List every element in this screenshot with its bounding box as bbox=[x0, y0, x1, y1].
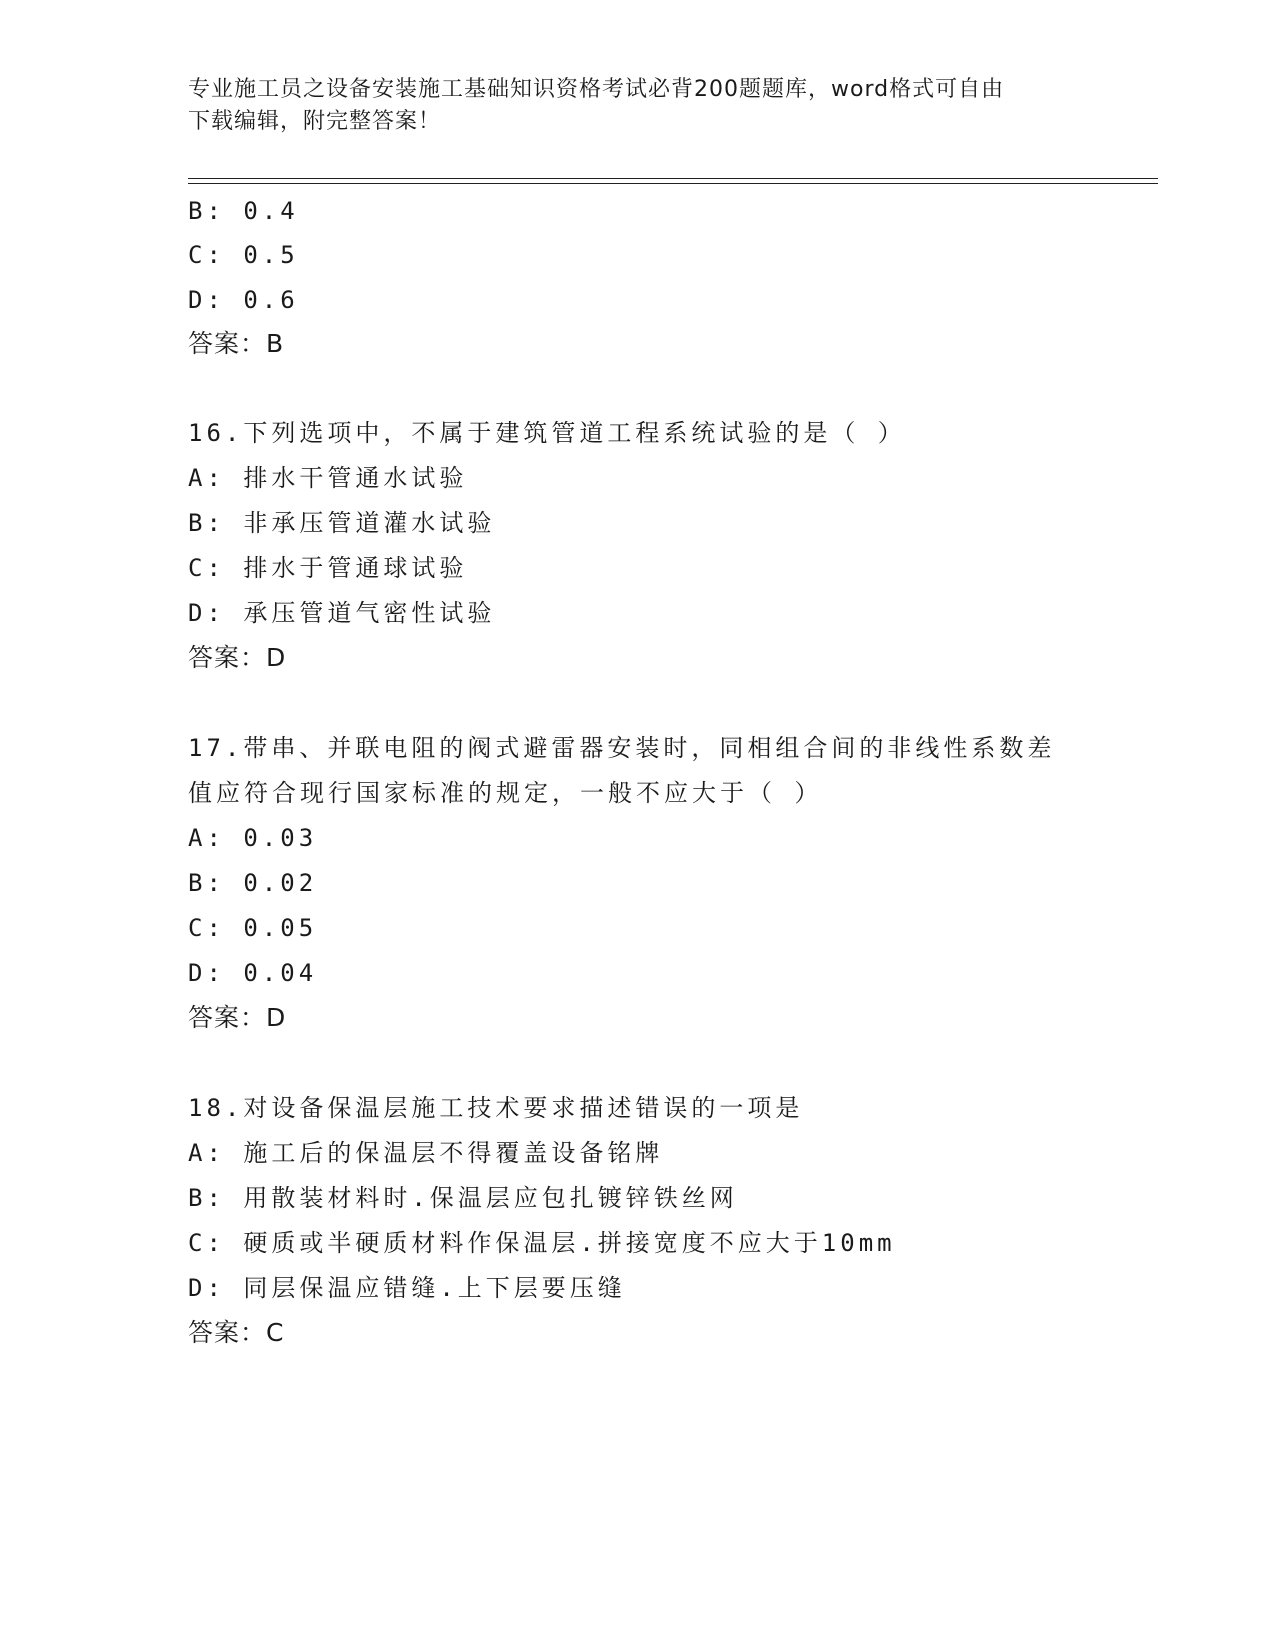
q17-option-b: B: 0.02 bbox=[188, 869, 318, 897]
q16-answer: 答案：D bbox=[188, 643, 287, 672]
q17-option-a: A: 0.03 bbox=[188, 824, 318, 852]
q16-question: 16.下列选项中，不属于建筑管道工程系统试验的是（ ） bbox=[188, 419, 906, 447]
header-divider-top bbox=[188, 178, 1158, 179]
header-divider-bottom bbox=[188, 183, 1158, 184]
q18-answer: 答案：C bbox=[188, 1318, 285, 1347]
document-header bbox=[188, 74, 1088, 138]
q18-option-b: B: 用散装材料时.保温层应包扎镀锌铁丝网 bbox=[188, 1184, 738, 1212]
q17-option-d: D: 0.04 bbox=[188, 959, 318, 987]
q17-question-line-2: 值应符合现行国家标准的规定，一般不应大于（ ） bbox=[188, 779, 823, 807]
header-title-line-2: 下载编辑，附完整答案！ bbox=[188, 109, 442, 134]
q18-question: 18.对设备保温层施工技术要求描述错误的一项是 bbox=[188, 1094, 804, 1122]
q15-option-c: C: 0.5 bbox=[188, 241, 299, 269]
q16-option-d: D: 承压管道气密性试验 bbox=[188, 599, 496, 627]
q17-answer: 答案：D bbox=[188, 1003, 287, 1032]
q17-question-line-1: 17.带串、并联电阻的阀式避雷器安装时，同相组合间的非线性系数差 bbox=[188, 734, 1056, 762]
q15-option-b: B: 0.4 bbox=[188, 197, 299, 225]
q16-option-b: B: 非承压管道灌水试验 bbox=[188, 509, 496, 537]
q16-option-a: A: 排水干管通水试验 bbox=[188, 464, 468, 492]
q17-option-c: C: 0.05 bbox=[188, 914, 318, 942]
header-title-line-1: 专业施工员之设备安装施工基础知识资格考试必背200题题库，word格式可自由 bbox=[188, 77, 1005, 102]
q18-option-d: D: 同层保温应错缝.上下层要压缝 bbox=[188, 1274, 626, 1302]
q15-option-d: D: 0.6 bbox=[188, 286, 299, 314]
q16-option-c: C: 排水于管通球试验 bbox=[188, 554, 468, 582]
q18-option-c: C: 硬质或半硬质材料作保温层.拼接宽度不应大于10mm bbox=[188, 1229, 896, 1257]
q15-answer: 答案：B bbox=[188, 329, 285, 358]
q18-option-a: A: 施工后的保温层不得覆盖设备铭牌 bbox=[188, 1139, 664, 1167]
